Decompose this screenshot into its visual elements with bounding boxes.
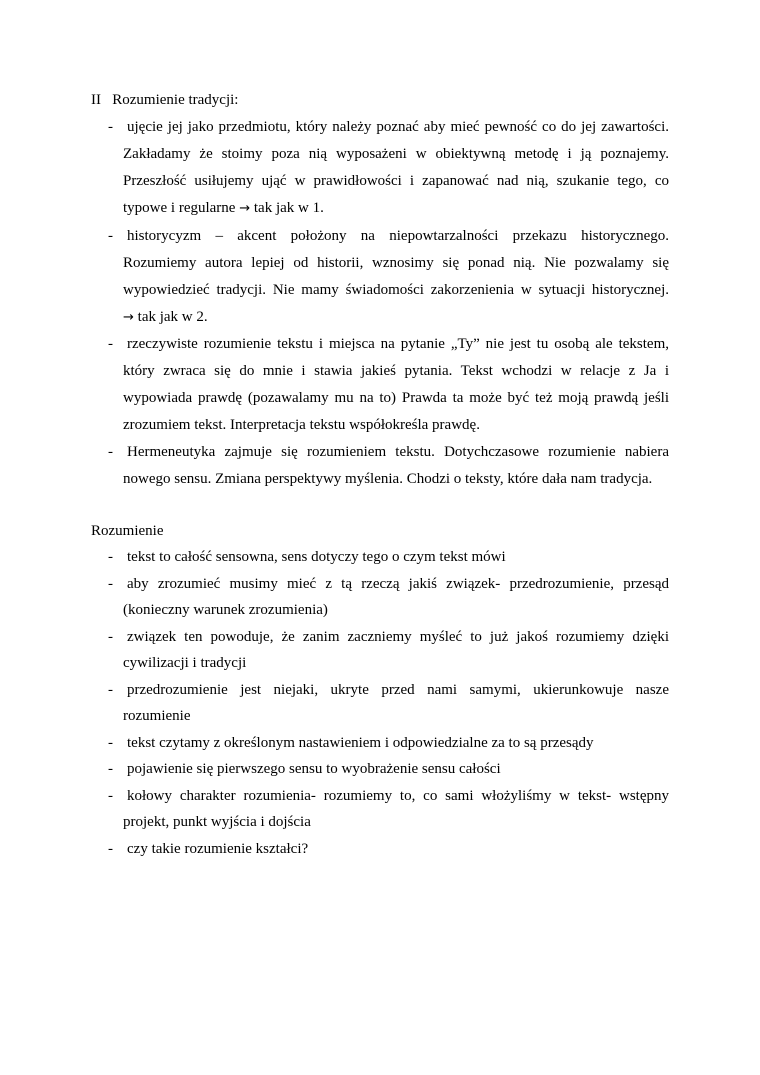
bullet-marker: - <box>108 735 113 751</box>
list-item-line: pojawienie się pierwszego sensu to wyobrażenie sensu całości <box>127 761 501 777</box>
list-item-line: Zakładamy że stoimy poza nią wyposażeni w obiektywną metodę i ją poznajemy. <box>123 146 669 162</box>
list-item-line: Hermeneutyka zajmuje się rozumieniem tekstu. Dotychczasowe rozumienie nabiera <box>127 444 669 460</box>
list-item-line: wypowiedzieć tradycji. Nie mamy świadomości zakorzenienia w sytuacji historycznej. <box>123 282 669 298</box>
bullet-marker: - <box>108 761 113 777</box>
list-item-line: związek ten powoduje, że zanim zaczniemy myśleć to już jakoś rozumiemy dzięki <box>127 629 669 645</box>
list-item-line: Przeszłość usiłujemy ująć w prawidłowości i zapanować nad nią, szukanie tego, co <box>123 173 669 189</box>
list-item-line: aby zrozumieć musimy mieć z tą rzeczą jakiś związek- przedrozumienie, przesąd <box>127 576 669 592</box>
list-item-line: czy takie rozumienie kształci? <box>127 841 309 857</box>
bullet-marker: - <box>108 336 113 352</box>
list-item-line: rzeczywiste rozumienie tekstu i miejsca na pytanie „Ty” nie jest tu osobą ale tekstem, <box>127 336 669 352</box>
list-item-line: kołowy charakter rozumienia- rozumiemy to, co sami włożyliśmy w tekst- wstępny <box>127 788 669 804</box>
list-item-line: cywilizacji i tradycji <box>123 655 247 671</box>
bullet-marker: - <box>108 788 113 804</box>
bullet-marker: - <box>108 119 113 135</box>
bullet-marker: - <box>108 549 113 565</box>
bullet-marker: - <box>108 444 113 460</box>
list-item-line: przedrozumienie jest niejaki, ukryte przed nami samymi, ukierunkowuje nasze <box>127 682 669 698</box>
list-item-line: tekst czytamy z określonym nastawieniem i odpowiedzialne za to są przesądy <box>127 735 594 751</box>
list-item-line: tekst to całość sensowna, sens dotyczy tego o czym tekst mówi <box>127 549 506 565</box>
bullet-marker: - <box>108 682 113 698</box>
right-arrow-icon: → <box>239 201 251 216</box>
section-heading: Rozumienie <box>91 523 164 539</box>
bullet-marker: - <box>108 629 113 645</box>
bullet-marker: - <box>108 841 113 857</box>
list-item-line: (konieczny warunek zrozumienia) <box>123 602 328 618</box>
section-heading <box>91 91 238 109</box>
section-number: II <box>91 92 101 108</box>
section-title: Rozumienie tradycji: <box>112 92 239 108</box>
list-item-line: ujęcie jej jako przedmiotu, który należy poznać aby mieć pewność co do jej zawartości. <box>127 119 669 135</box>
list-item-text: typowe i regularne <box>123 200 236 216</box>
list-item-line: który zwraca się do mnie i stawia jakieś pytania. Tekst wchodzi w relacje z Ja i <box>123 363 669 379</box>
bullet-marker: - <box>108 576 113 592</box>
list-item-line: nowego sensu. Zmiana perspektywy myślenia. Chodzi o teksty, które dała nam tradycja. <box>123 471 653 487</box>
list-item-line: wypowiada prawdę (pozawalamy mu na to) Prawda ta może być też moją prawdą jeśli <box>123 390 669 406</box>
bullet-marker: - <box>108 228 113 244</box>
list-item-line <box>123 199 324 218</box>
list-item-line: projekt, punkt wyjścia i dojścia <box>123 814 311 830</box>
list-item-line: zrozumiem tekst. Interpretacja tekstu współokreśla prawdę. <box>123 417 480 433</box>
right-arrow-icon: → <box>123 310 134 325</box>
list-item-text: tak jak w 2. <box>137 309 208 325</box>
list-item-line <box>123 308 208 327</box>
list-item-line: Rozumiemy autora lepiej od historii, wznosimy się ponad nią. Nie pozwalamy się <box>123 255 669 271</box>
list-item-text: tak jak w 1. <box>253 200 324 216</box>
list-item-line: rozumienie <box>123 708 191 724</box>
list-item-line: historycyzm – akcent położony na niepowtarzalności przekazu historycznego. <box>127 228 669 244</box>
